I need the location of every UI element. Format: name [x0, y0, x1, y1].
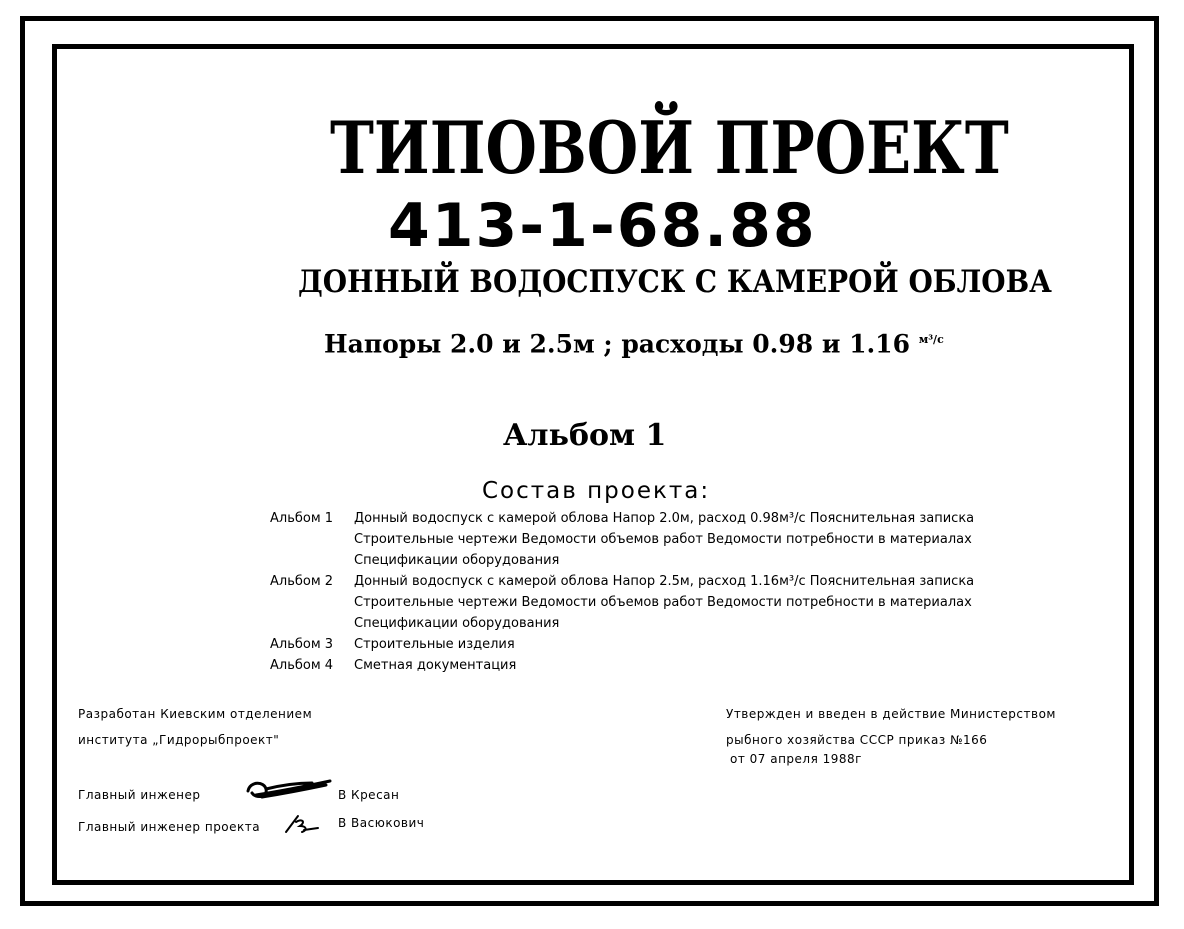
album-label: Альбом 2	[270, 574, 334, 589]
signature-vasyukovich-icon	[284, 812, 320, 834]
signature-role: Главный инженер	[78, 788, 201, 802]
album-description: Донный водоспуск с камерой облова Напор 2.5м, расход 1.16м³/с Пояснительная записка	[354, 574, 975, 589]
signature-kresan-icon	[242, 775, 334, 805]
album-description: Сметная документация	[354, 658, 517, 673]
parameters-text: Напоры 2.0 и 2.5м ; расходы 0.98 и 1.16	[324, 329, 910, 359]
signature-role: Главный инженер проекта	[78, 820, 261, 834]
document-title: ТИПОВОЙ ПРОЕКТ	[330, 105, 1009, 190]
album-description: Спецификации оборудования	[354, 616, 560, 631]
composition-heading: Состав проекта:	[482, 478, 711, 504]
signature-name: В Васюкович	[338, 816, 425, 830]
album-title: Альбом 1	[503, 418, 667, 453]
album-label: Альбом 4	[270, 658, 334, 673]
approval-line-2: рыбного хозяйства СССР приказ №166	[726, 733, 988, 747]
approval-line-3: от 07 апреля 1988г	[730, 752, 862, 766]
album-description: Строительные чертежи Ведомости объемов работ Ведомости потребности в материалах	[354, 595, 972, 610]
parameters-unit: м³/с	[918, 333, 944, 346]
album-label: Альбом 3	[270, 637, 334, 652]
project-subject: ДОННЫЙ ВОДОСПУСК С КАМЕРОЙ ОБЛОВА	[298, 264, 1052, 300]
album-description: Строительные чертежи Ведомости объемов работ Ведомости потребности в материалах	[354, 532, 972, 547]
album-label: Альбом 1	[270, 511, 334, 526]
developer-line-2: института „Гидрорыбпроект"	[78, 733, 280, 747]
signature-name: В Кресан	[338, 788, 400, 802]
project-parameters	[324, 322, 944, 362]
album-description: Спецификации оборудования	[354, 553, 560, 568]
album-description: Строительные изделия	[354, 637, 515, 652]
album-description: Донный водоспуск с камерой облова Напор 2.0м, расход 0.98м³/с Пояснительная записка	[354, 511, 975, 526]
project-number: 413-1-68.88	[388, 191, 817, 261]
developer-line-1: Разработан Киевским отделением	[78, 707, 313, 721]
approval-line-1: Утвержден и введен в действие Министерством	[726, 707, 1056, 721]
